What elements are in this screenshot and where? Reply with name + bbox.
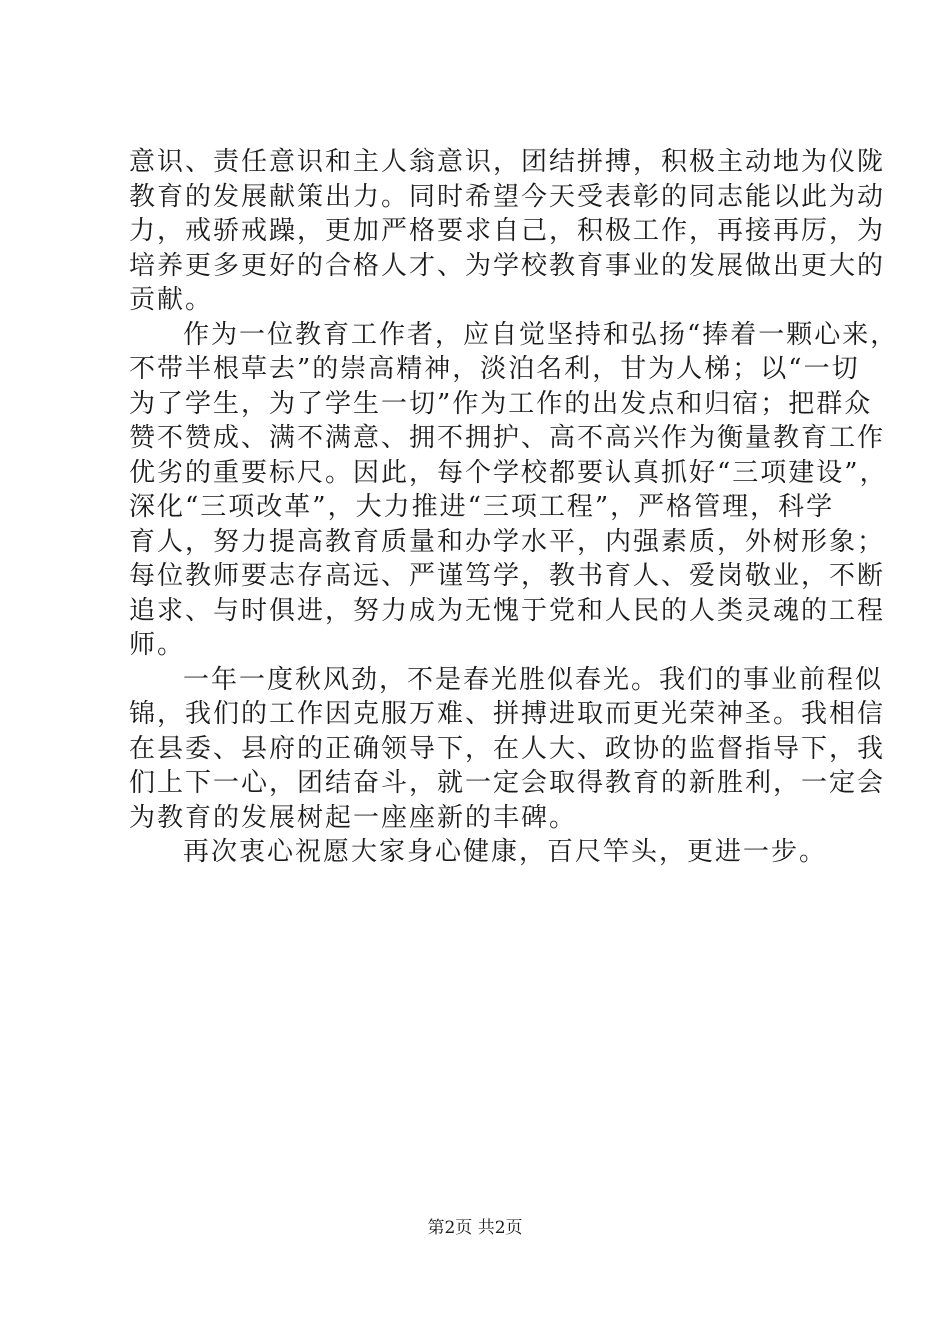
text-line: 师。 [129,630,186,660]
text-line: 力，戒骄戒躁，更加严格要求自己，积极工作，再接再厉，为 [129,216,886,246]
text-line: 每位教师要志存高远、严谨笃学，教书育人、爱岗敬业，不断 [129,561,886,591]
text-line: 优劣的重要标尺。因此，每个学校都要认真抓好“三项建设”， [129,457,888,488]
text-line: 培养更多更好的合格人才、为学校教育事业的发展做出更大的 [129,250,886,281]
text-line: 锦，我们的工作因克服万难、拼搏进取而更光荣神圣。我相信 [129,699,886,729]
paragraph-first-line: 作为一位教育工作者，应自觉坚持和弘扬“捧着一颗心来， [183,319,899,350]
text-line: 育人，努力提高教育质量和办学水平，内强素质，外树形象； [129,526,886,557]
text-line: 赞不赞成、满不满意、拥不拥护、高不高兴作为衡量教育工作 [129,423,886,453]
text-line: 在县委、县府的正确领导下，在人大、政协的监督指导下，我 [129,733,886,764]
text-line: 不带半根草去”的崇高精神，淡泊名利，甘为人梯；以“一切 [129,354,860,384]
paragraph-first-line: 一年一度秋风劲，不是春光胜似春光。我们的事业前程似 [183,664,884,695]
text-line: 深化“三项改革”，大力推进“三项工程”，严格管理，科学 [129,492,835,522]
document-body [129,145,899,870]
text-line: 为了学生，为了学生一切”作为工作的出发点和归宿；把群众 [129,388,873,419]
text-line: 贡献。 [129,285,214,315]
paragraph-first-line: 再次衷心祝愿大家身心健康，百尺竿头，更进一步。 [183,837,828,867]
text-line: 为教育的发展树起一座座新的丰碑。 [129,802,578,833]
text-line: 追求、与时俱进，努力成为无愧于党和人民的人类灵魂的工程 [129,595,886,626]
text-line: 意识、责任意识和主人翁意识，团结拼搏，积极主动地为仪陇 [129,147,886,177]
page-footer: 第2页 共2页 [427,1218,523,1238]
text-line: 们上下一心，团结奋斗，就一定会取得教育的新胜利，一定会 [129,768,886,798]
text-line: 教育的发展献策出力。同时希望今天受表彰的同志能以此为动 [129,181,886,212]
